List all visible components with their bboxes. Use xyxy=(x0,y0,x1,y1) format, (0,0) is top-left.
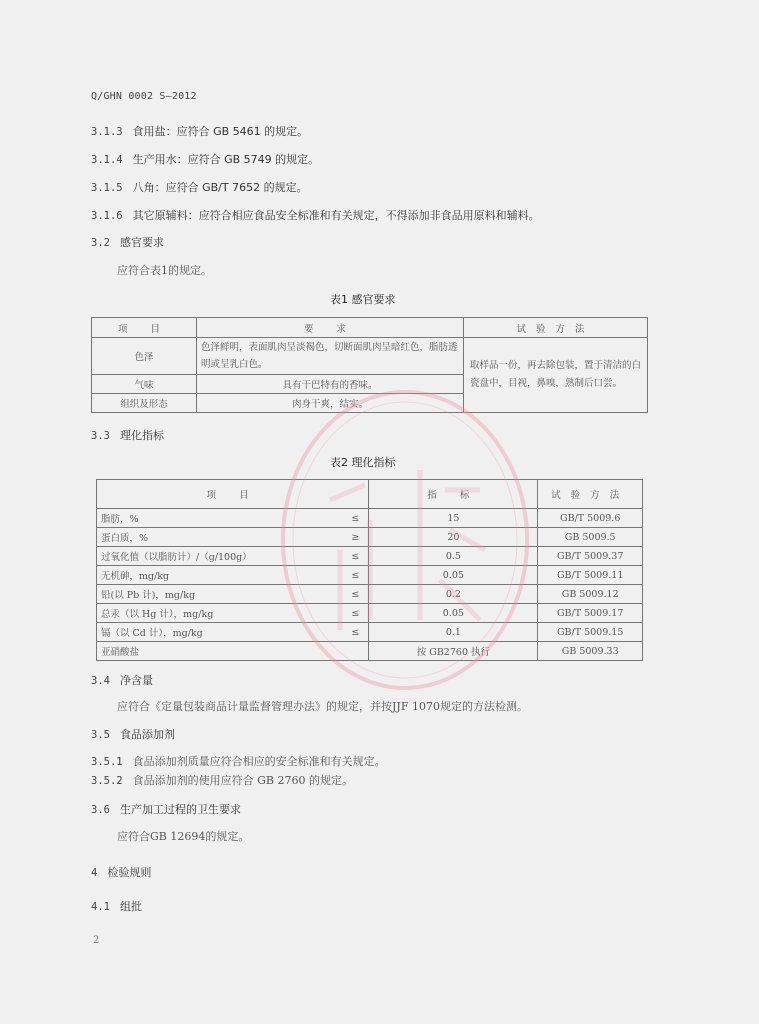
column-header: 要 求 xyxy=(197,318,464,338)
standard-code: Q/GHN 0002 S—2012 xyxy=(91,91,197,102)
clause-number: 3.1.4 xyxy=(91,154,123,166)
comparison-symbol: ≤ xyxy=(342,604,369,623)
column-header: 试验方法 xyxy=(538,480,643,509)
section-3-4-heading xyxy=(91,672,153,688)
clause-number: 3.5.2 xyxy=(91,775,123,787)
clause-3-1-6 xyxy=(91,207,540,223)
section-number: 3.5 xyxy=(91,729,110,741)
comparison-symbol: ≤ xyxy=(342,623,369,642)
paragraph: 应符合GB 12694的规定。 xyxy=(117,830,250,843)
table-row xyxy=(97,623,643,642)
section-3-6-heading xyxy=(91,801,241,817)
section-4-1-heading xyxy=(91,898,142,914)
table-cell: 20 xyxy=(369,528,538,547)
section-number: 3.6 xyxy=(91,804,110,816)
table2-caption: 表2 理化指标 xyxy=(330,456,396,469)
table-cell: 15 xyxy=(369,509,538,528)
table-cell: 0.1 xyxy=(369,623,538,642)
table-row xyxy=(97,509,643,528)
table-cell: GB/T 5009.37 xyxy=(538,547,643,566)
section-title: 理化指标 xyxy=(119,429,164,442)
page-number: 2 xyxy=(93,935,100,946)
clause-text: 食品添加剂质量应符合相应的安全标准和有关规定。 xyxy=(132,755,386,768)
column-header: 指 标 xyxy=(369,480,538,509)
clause-3-1-4 xyxy=(91,151,319,167)
column-header: 项 目 xyxy=(97,480,369,509)
table-header-row xyxy=(97,480,643,509)
table-cell: 0.05 xyxy=(369,604,538,623)
section-title: 食品添加剂 xyxy=(119,728,175,741)
clause-number: 3.5.1 xyxy=(91,756,123,768)
clause-3-5-1 xyxy=(91,753,386,769)
section-3-3-heading xyxy=(91,427,164,443)
table-cell: 无机砷，mg/kg xyxy=(97,566,343,585)
table-cell: 蛋白质，% xyxy=(97,528,343,547)
table-cell: 亚硝酸盐 xyxy=(97,642,369,661)
table-cell: 具有干巴特有的香味。 xyxy=(197,375,464,394)
table-cell: 取样品一份，再去除包装，置于清洁的白瓷盘中，目视，鼻嗅，熟制后口尝。 xyxy=(464,338,648,413)
comparison-symbol: ≤ xyxy=(342,547,369,566)
table-cell: 气味 xyxy=(92,375,197,394)
table-row xyxy=(97,566,643,585)
table-cell: 组织及形态 xyxy=(92,394,197,413)
table-cell: 色泽 xyxy=(92,338,197,375)
table1-caption: 表1 感官要求 xyxy=(330,293,396,306)
table-cell: GB/T 5009.6 xyxy=(538,509,643,528)
section-4-heading xyxy=(91,864,151,880)
section-number: 3.4 xyxy=(91,675,110,687)
clause-3-5-2 xyxy=(91,772,353,788)
comparison-symbol: ≤ xyxy=(342,566,369,585)
paragraph: 应符合表1的规定。 xyxy=(117,264,212,277)
table-cell: 脂肪，% xyxy=(97,509,343,528)
comparison-symbol: ≤ xyxy=(342,509,369,528)
clause-text: 食用盐：应符合 GB 5461 的规定。 xyxy=(132,125,309,138)
table-cell: 按 GB2760 执行 xyxy=(369,642,538,661)
table-row xyxy=(97,547,643,566)
clause-3-1-5 xyxy=(91,179,308,195)
table-cell: GB 5009.33 xyxy=(538,642,643,661)
section-number: 4 xyxy=(91,867,98,879)
clause-number: 3.1.5 xyxy=(91,182,123,194)
table-cell: 镉（以 Cd 计），mg/kg xyxy=(97,623,343,642)
clause-text: 生产用水：应符合 GB 5749 的规定。 xyxy=(132,153,320,166)
table-cell: 0.2 xyxy=(369,585,538,604)
section-number: 3.2 xyxy=(91,237,110,249)
table-cell: GB/T 5009.17 xyxy=(538,604,643,623)
clause-text: 食品添加剂的使用应符合 GB 2760 的规定。 xyxy=(132,774,353,787)
table-row xyxy=(97,585,643,604)
section-title: 检验规则 xyxy=(107,866,152,879)
section-3-2-heading xyxy=(91,234,164,250)
clause-text: 其它原辅料：应符合相应食品安全标准和有关规定，不得添加非食品用原料和辅料。 xyxy=(132,209,540,222)
clause-number: 3.1.6 xyxy=(91,210,123,222)
section-title: 生产加工过程的卫生要求 xyxy=(119,803,241,816)
paragraph: 应符合《定量包装商品计量监督管理办法》的规定，并按JJF 1070规定的方法检测。 xyxy=(117,700,528,713)
comparison-symbol: ≤ xyxy=(342,585,369,604)
table-cell: GB 5009.12 xyxy=(538,585,643,604)
section-number: 4.1 xyxy=(91,901,110,913)
table-row xyxy=(92,338,648,375)
section-title: 组批 xyxy=(119,900,142,913)
clause-text: 八角：应符合 GB/T 7652 的规定。 xyxy=(132,181,308,194)
table-cell: GB/T 5009.15 xyxy=(538,623,643,642)
sensory-requirements-table xyxy=(91,317,648,413)
section-title: 净含量 xyxy=(119,674,153,687)
table-cell: 0.5 xyxy=(369,547,538,566)
table-row xyxy=(97,642,643,661)
section-number: 3.3 xyxy=(91,430,110,442)
table-cell: 0.05 xyxy=(369,566,538,585)
clause-3-1-3 xyxy=(91,123,308,139)
table-header-row xyxy=(92,318,648,338)
section-3-5-heading xyxy=(91,726,175,742)
physicochemical-table xyxy=(96,479,643,661)
table-cell: GB 5009.5 xyxy=(538,528,643,547)
table-cell: GB/T 5009.11 xyxy=(538,566,643,585)
table-cell: 肉身干爽，结实。 xyxy=(197,394,464,413)
table-cell: 总汞（以 Hg 计），mg/kg xyxy=(97,604,343,623)
section-title: 感官要求 xyxy=(119,236,164,249)
table-row xyxy=(97,528,643,547)
table-cell: 铅(以 Pb 计)，mg/kg xyxy=(97,585,343,604)
clause-number: 3.1.3 xyxy=(91,126,123,138)
column-header: 试验方法 xyxy=(464,318,648,338)
comparison-symbol: ≥ xyxy=(342,528,369,547)
column-header: 项 目 xyxy=(92,318,197,338)
table-row xyxy=(97,604,643,623)
table-cell: 色泽鲜明，表面肌肉呈淡褐色，切断面肌肉呈暗红色，脂肪透明或呈乳白色。 xyxy=(197,338,464,375)
table-cell: 过氧化值（以脂肪计）/（g/100g） xyxy=(97,547,343,566)
